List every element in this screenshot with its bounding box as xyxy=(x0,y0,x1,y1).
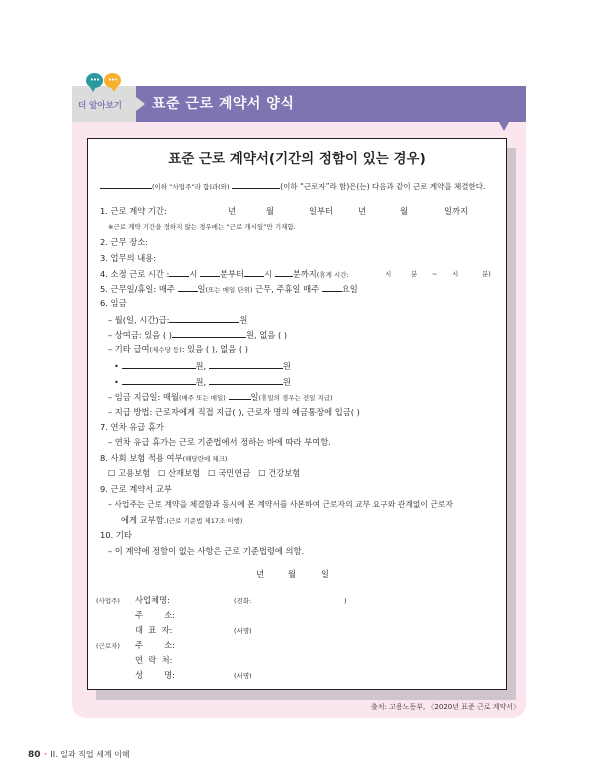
speech-bubble-orange-icon: ••• xyxy=(104,73,121,88)
period-year2: 년 xyxy=(358,206,367,216)
break-tilde: ~ xyxy=(432,270,438,278)
source-caption: 출처: 고용노동부, 〈2020년 표준 근로 계약서〉 xyxy=(371,703,520,711)
checkbox-national-pension[interactable]: ☐ 국민연금 xyxy=(208,468,251,478)
worker-address-label: 주 소: xyxy=(135,640,175,650)
end-hour-blank[interactable] xyxy=(244,268,264,277)
wage-monthly: – 월(일, 시간)급: 원 xyxy=(108,315,248,325)
wage-other: – 기타 급여(제수당 등): 있음 ( ), 없음 ( ) xyxy=(108,344,249,354)
period-year1: 년 xyxy=(228,206,237,216)
date-day: 일 xyxy=(321,569,330,579)
item-wage: 6. 임금 xyxy=(100,298,127,308)
footer-separator: • xyxy=(43,750,48,759)
insurance-options xyxy=(108,468,300,479)
contract-form xyxy=(87,138,507,690)
item-duties: 3. 업무의 내용: xyxy=(100,253,157,263)
checkbox-health-insurance[interactable]: ☐ 건강보험 xyxy=(258,468,301,478)
wage-payday: – 임금 지급일: 매월(매주 또는 매일) 일(휴일의 경우는 전일 지급) xyxy=(108,392,333,402)
page-number: 80 xyxy=(28,750,41,760)
other-amount1-blank[interactable] xyxy=(209,360,283,369)
wage-bonus: – 상여금: 있음 ( ) 원, 없음 ( ) xyxy=(108,330,288,340)
break-minute1: 분 xyxy=(411,270,418,278)
chapter-title: II. 일과 직업 세계 이해 xyxy=(50,750,130,759)
date-month: 월 xyxy=(288,569,297,579)
start-minute-blank[interactable] xyxy=(200,268,220,277)
etc-detail: – 이 계약에 정함이 없는 사항은 근로 기준법령에 의함. xyxy=(108,546,305,556)
more-label: 더 알아보기 xyxy=(78,101,123,111)
form-title: 표준 근로 계약서(기간의 정함이 있는 경우) xyxy=(168,151,426,167)
worker-blank[interactable] xyxy=(232,180,280,189)
section-title: 표준 근로 계약서 양식 xyxy=(152,96,295,112)
rest-day-blank[interactable] xyxy=(322,283,342,292)
wage-other-row1: • 원, 원 xyxy=(114,361,291,371)
wage-other-row2: • 원, 원 xyxy=(114,377,291,387)
item-insurance: 8. 사회 보험 적용 여부(해당란에 체크) xyxy=(100,453,228,463)
employer-phone-label: (전화: xyxy=(234,597,252,605)
bonus-blank[interactable] xyxy=(172,329,246,338)
employer-sign: (서명) xyxy=(234,627,252,635)
leave-detail: – 연차 유급 휴가는 근로 기준법에서 정하는 바에 따라 부여함. xyxy=(108,437,331,447)
employer-company-label: 사업체명: xyxy=(135,595,170,605)
item-days: 5. 근무일/휴일: 매주 일(또는 매일 단위) 근무, 주휴일 매주 요일 xyxy=(100,284,358,294)
delivery-line2: 에게 교부함.(근로 기준법 제17조 이행) xyxy=(121,515,243,525)
checkbox-industrial-accident-insurance[interactable]: ☐ 산재보험 xyxy=(158,468,201,478)
speech-bubble-teal-icon: ••• xyxy=(86,73,103,88)
item-delivery: 9. 근로 계약서 교부 xyxy=(100,484,172,494)
employer-rep-label: 대 표 자: xyxy=(135,625,173,635)
page-footer xyxy=(28,749,130,760)
employer-blank[interactable] xyxy=(100,180,152,189)
employer-tag: (사업주) xyxy=(96,597,120,605)
other-item1-blank[interactable] xyxy=(122,360,196,369)
end-minute-blank[interactable] xyxy=(275,268,293,277)
intro-line: (이하 “사업주”라 함)과(와) (이하 “근로자”라 함)은(는) 다음과 같이 근로 계약을 체결한다. xyxy=(100,180,485,193)
break-hour1: 시 xyxy=(385,270,392,278)
item-hours: 4. 소정 근로 시간 : 시 분부터 시 분까지(휴게 시간: xyxy=(100,269,349,279)
arrow-right-icon xyxy=(136,97,145,111)
period-month2: 월 xyxy=(400,206,409,216)
wage-method: – 지급 방법: 근로자에게 직접 지급( ), 근로자 명의 예금통장에 입금( ) xyxy=(108,407,360,417)
period-day2: 일까지 xyxy=(444,206,469,216)
period-day1: 일부터 xyxy=(309,206,334,216)
item-period: 1. 근로 계약 기간: xyxy=(100,206,167,216)
employer-address-label: 주 소: xyxy=(135,610,175,620)
employer-phone-close: ) xyxy=(344,597,347,605)
monthly-wage-blank[interactable] xyxy=(169,314,239,323)
item-etc: 10. 기타 xyxy=(100,530,132,540)
pointer-triangle-icon xyxy=(499,122,509,131)
days-per-week-blank[interactable] xyxy=(178,283,198,292)
payday-blank[interactable] xyxy=(229,391,251,400)
worker-sign: (서명) xyxy=(234,672,252,680)
period-note: ※근로 계약 기간을 정하지 않는 경우에는 “근로 개시일”만 기재함. xyxy=(108,223,296,231)
checkbox-employment-insurance[interactable]: ☐ 고용보험 xyxy=(108,468,151,478)
date-year: 년 xyxy=(256,569,265,579)
break-minute2: 분) xyxy=(482,270,491,278)
item-leave: 7. 연차 유급 휴가 xyxy=(100,422,164,432)
start-hour-blank[interactable] xyxy=(169,268,189,277)
delivery-line1: – 사업주는 근로 계약을 체결함과 동시에 본 계약서를 사본하여 근로자의 교부 요구와 관계없이 근로자 xyxy=(108,500,453,509)
other-amount2-blank[interactable] xyxy=(209,376,283,385)
item-workplace: 2. 근무 장소: xyxy=(100,237,149,247)
period-month1: 월 xyxy=(266,206,275,216)
worker-tag: (근로자) xyxy=(96,642,120,650)
break-hour2: 시 xyxy=(452,270,459,278)
worker-name-label: 성 명: xyxy=(135,670,175,680)
worker-contact-label: 연 락 처: xyxy=(135,655,173,665)
other-item2-blank[interactable] xyxy=(122,376,196,385)
